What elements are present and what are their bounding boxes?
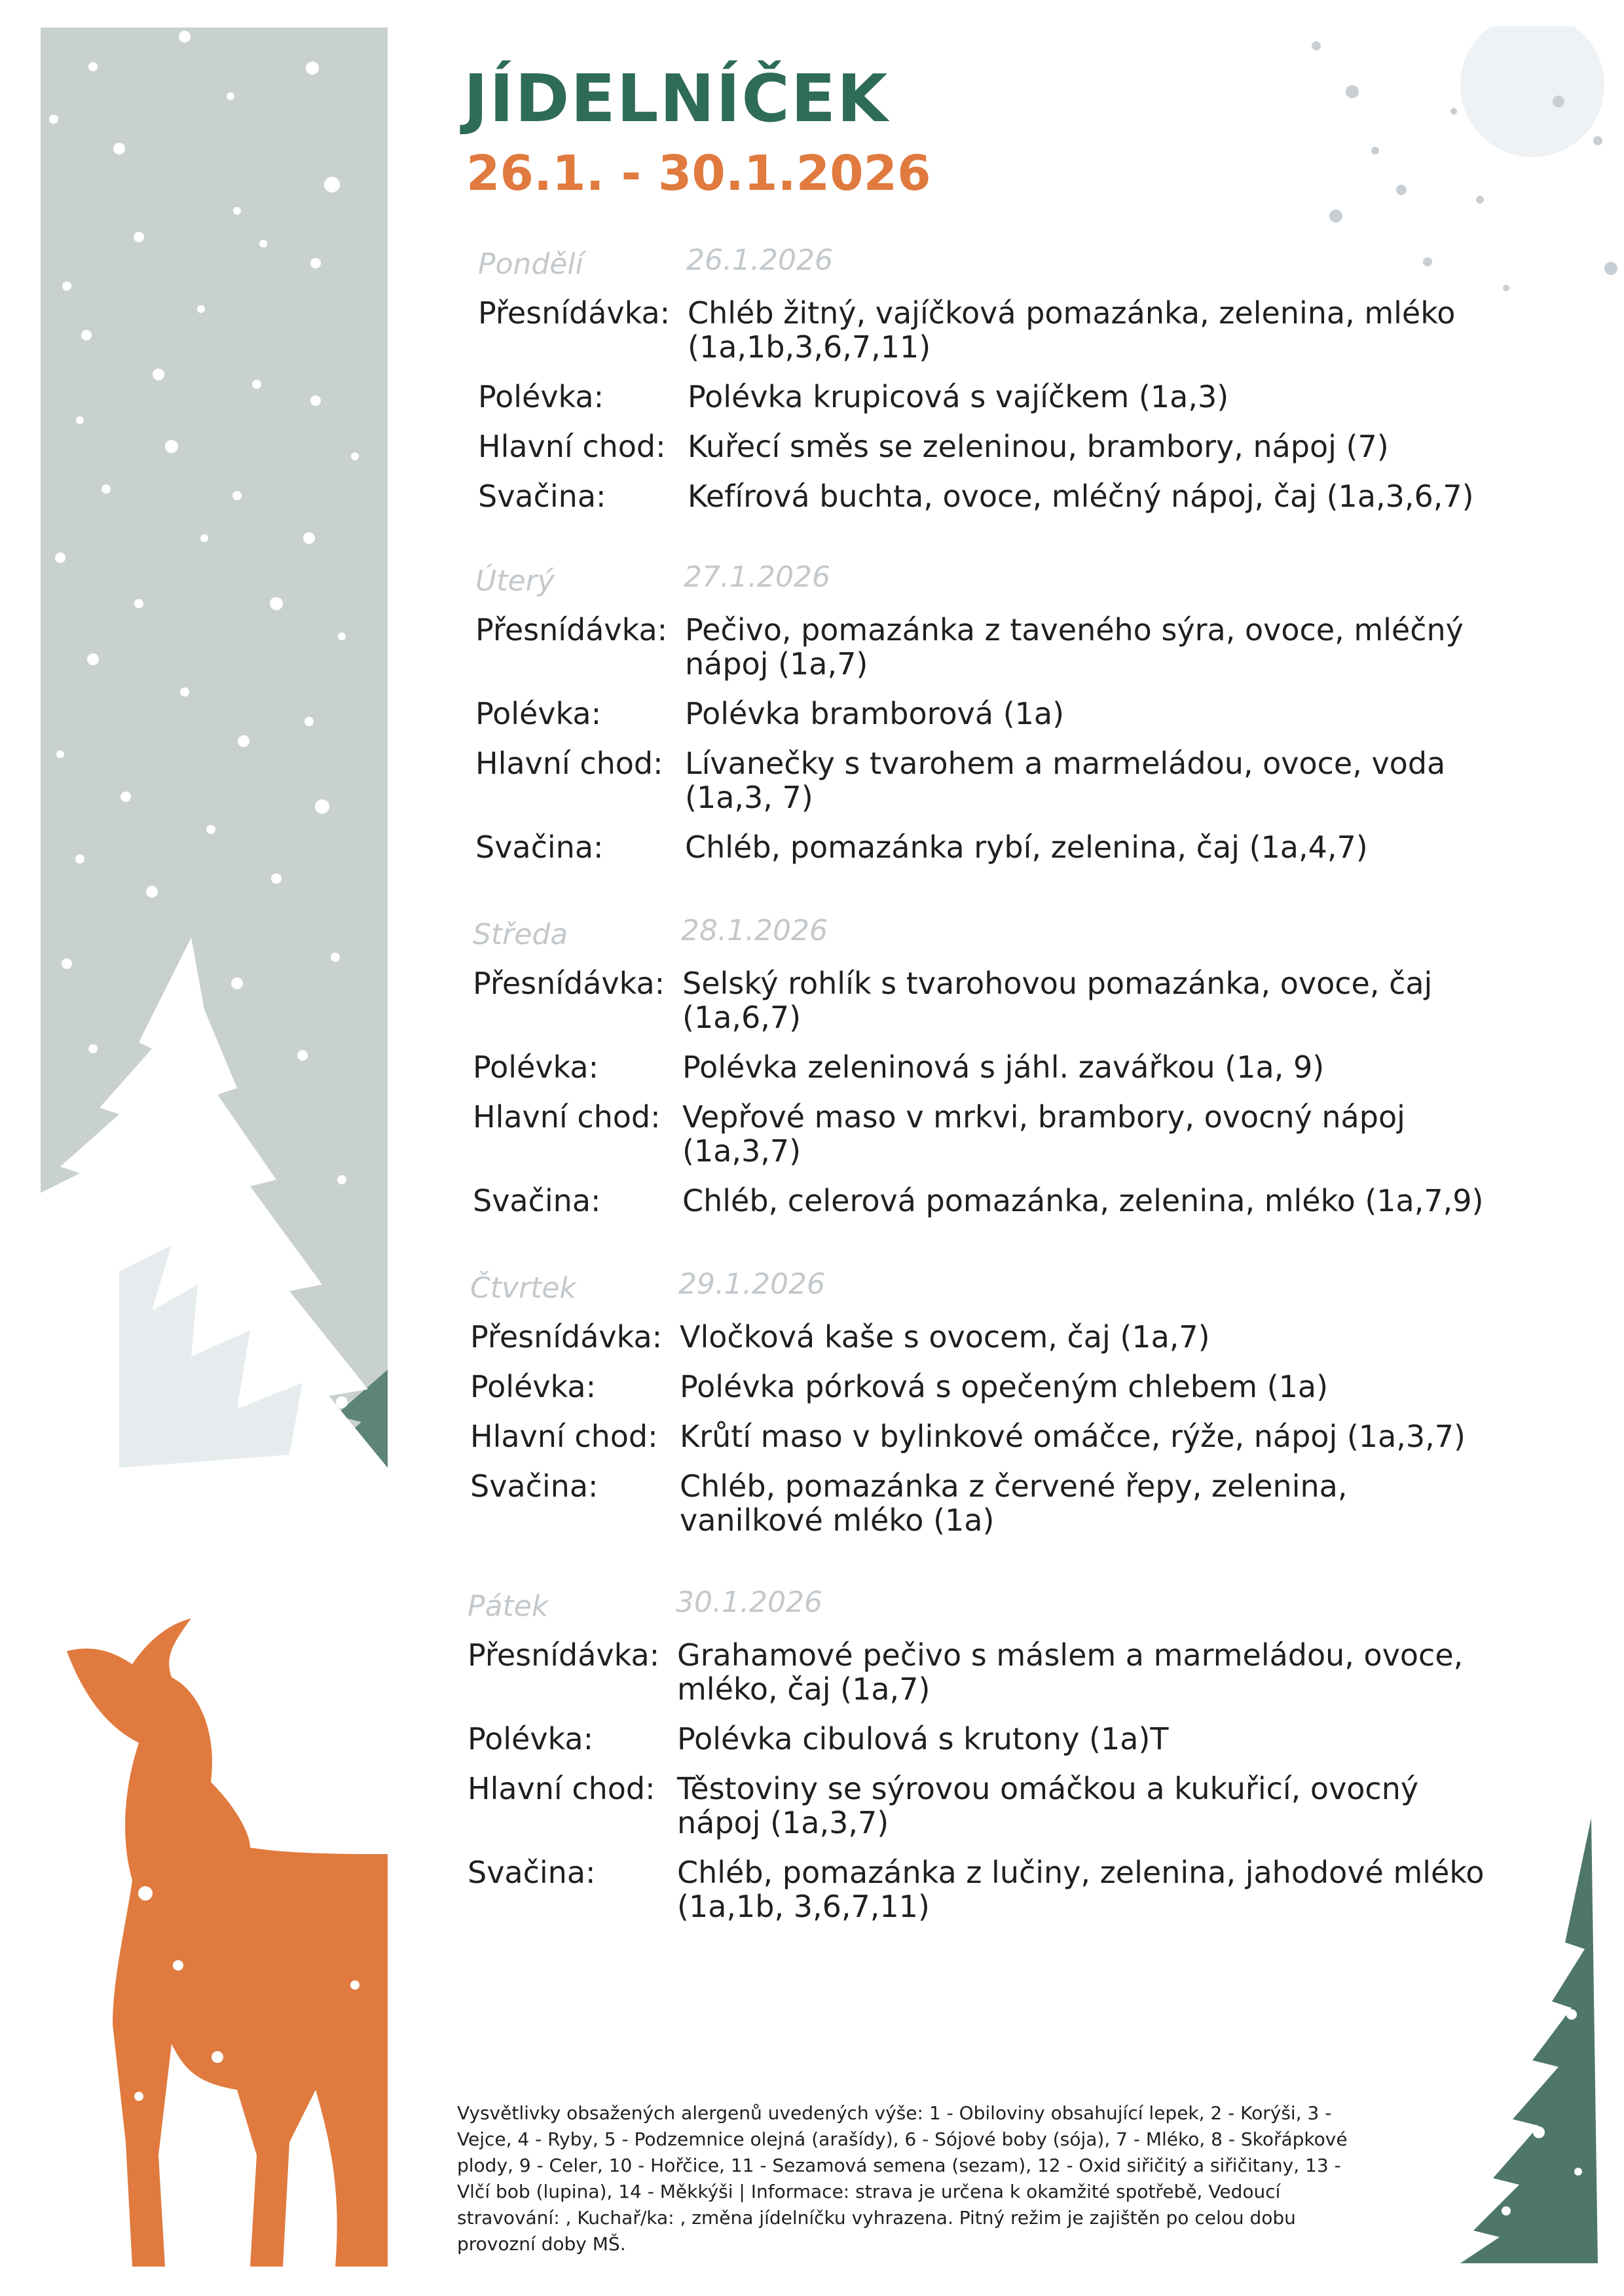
meal-row-snack — [470, 1320, 1518, 1354]
day-date: 28.1.2026 — [681, 914, 828, 947]
meal-label: Svačina: — [478, 479, 606, 514]
meal-label: Přesnídávka: — [475, 612, 668, 647]
meal-row-afternoon-snack — [470, 1469, 1518, 1537]
meal-row-snack — [478, 296, 1526, 364]
day-heading — [475, 560, 1523, 604]
day-friday — [468, 1586, 1515, 1924]
day-monday — [478, 244, 1526, 514]
day-heading — [478, 244, 1526, 287]
meal-label: Hlavní chod: — [478, 429, 666, 464]
meal-text: Polévka zeleninová s jáhl. zavářkou (1a, 9) — [682, 1049, 1325, 1085]
meal-label: Přesnídávka: — [470, 1319, 663, 1355]
meal-text: Vločková kaše s ovocem, čaj (1a,7) — [680, 1319, 1210, 1355]
meal-row-soup — [478, 380, 1526, 414]
meal-row-snack — [475, 613, 1523, 681]
meal-label: Svačina: — [473, 1183, 601, 1218]
meal-text: Chléb, pomazánka z červené řepy, zelenina, vanilkové mléko (1a) — [680, 1468, 1348, 1538]
meal-label: Svačina: — [468, 1855, 596, 1890]
day-date: 29.1.2026 — [678, 1267, 825, 1301]
meal-label: Polévka: — [470, 1369, 597, 1404]
meal-text: Grahamové pečivo s máslem a marmeládou, ovoce, mléko, čaj (1a,7) — [677, 1637, 1464, 1707]
meal-text: Kuřecí směs se zeleninou, brambory, nápoj (7) — [688, 429, 1389, 464]
day-heading — [473, 914, 1521, 957]
meal-row-main — [470, 1419, 1518, 1453]
meal-text: Těstoviny se sýrovou omáčkou a kukuřicí, ovocný nápoj (1a,3,7) — [677, 1771, 1419, 1840]
meal-label: Polévka: — [475, 696, 602, 731]
meal-label: Svačina: — [470, 1468, 599, 1504]
meal-row-main — [468, 1772, 1515, 1840]
day-name: Úterý — [475, 564, 555, 598]
meal-row-afternoon-snack — [473, 1184, 1521, 1218]
day-date: 26.1.2026 — [686, 244, 833, 277]
meal-row-main — [478, 429, 1526, 464]
meal-text: Polévka pórková s opečeným chlebem (1a) — [680, 1369, 1329, 1404]
meal-text: Polévka krupicová s vajíčkem (1a,3) — [688, 379, 1229, 414]
meal-label: Přesnídávka: — [473, 966, 665, 1001]
page-title: JÍDELNÍČEK — [464, 60, 889, 137]
day-wednesday — [473, 914, 1521, 1218]
meal-label: Hlavní chod: — [475, 746, 663, 781]
meal-text: Chléb, pomazánka rybí, zelenina, čaj (1a,4,7) — [685, 829, 1368, 865]
day-name: Pondělí — [478, 247, 583, 281]
winter-forest-illustration — [41, 27, 388, 2267]
day-date: 27.1.2026 — [684, 560, 830, 594]
day-name: Čtvrtek — [470, 1271, 576, 1305]
day-heading — [470, 1267, 1518, 1311]
meal-label: Hlavní chod: — [468, 1771, 655, 1806]
day-heading — [468, 1586, 1515, 1629]
meal-text: Krůtí maso v bylinkové omáčce, rýže, nápoj (1a,3,7) — [680, 1419, 1466, 1454]
meal-row-snack — [473, 966, 1521, 1034]
meal-row-soup — [470, 1370, 1518, 1404]
meal-row-soup — [475, 697, 1523, 731]
meal-label: Polévka: — [468, 1721, 594, 1757]
meal-text: Pečivo, pomazánka z taveného sýra, ovoce, mléčný nápoj (1a,7) — [685, 612, 1464, 682]
moon-icon — [1460, 26, 1604, 157]
meal-label: Hlavní chod: — [470, 1419, 658, 1454]
meal-label: Přesnídávka: — [478, 295, 671, 331]
meal-text: Lívanečky s tvarohem a marmeládou, ovoce, voda (1a,3, 7) — [685, 746, 1446, 815]
meal-row-soup — [473, 1050, 1521, 1084]
day-date: 30.1.2026 — [676, 1586, 822, 1619]
day-tuesday — [475, 560, 1523, 865]
meal-text: Polévka cibulová s krutony (1a)T — [677, 1721, 1169, 1757]
allergen-legend: Vysvětlivky obsažených alergenů uvedených výše: 1 - Obiloviny obsahující lepek, 2 - Korýši, 3 - Vejce, 4 - Ryby, 5 - Podzemnice olejná (arašídy), 6 - Sójové boby (sója), 7 - Mléko, 8 - Skořápkové plody, 9 - Celer, 10 - Hořčice, 11 - Sezamová semena (sezam), 12 - Oxid siřičitý a siřičitany, 13 - Vlčí bob (lupina), 14 - Měkkýši | Informace: strava je určena k okamžité spotřebě, Vedoucí stravování: , Kuchař/ka: , změna jídelníčku vyhrazena. Pitný režim je zajištěn po celou dobu provozní doby MŠ. — [457, 2102, 1348, 2255]
meal-label: Svačina: — [475, 829, 604, 865]
day-name: Pátek — [468, 1590, 549, 1623]
meal-text: Chléb, celerová pomazánka, zelenina, mléko (1a,7,9) — [682, 1183, 1484, 1218]
meal-row-snack — [468, 1638, 1515, 1706]
meal-row-main — [475, 746, 1523, 814]
meal-row-afternoon-snack — [468, 1855, 1515, 1923]
meal-label: Přesnídávka: — [468, 1637, 660, 1673]
meal-row-main — [473, 1100, 1521, 1168]
meal-row-soup — [468, 1722, 1515, 1756]
meal-label: Polévka: — [473, 1049, 599, 1085]
day-thursday — [470, 1267, 1518, 1538]
date-range: 26.1. - 30.1.2026 — [466, 145, 931, 202]
meal-text: Kefírová buchta, ovoce, mléčný nápoj, čaj (1a,3,6,7) — [688, 479, 1474, 514]
meal-text: Selský rohlík s tvarohovou pomazánka, ovoce, čaj (1a,6,7) — [682, 966, 1433, 1035]
meal-label: Polévka: — [478, 379, 604, 414]
day-name: Středa — [473, 918, 568, 951]
meal-text: Chléb žitný, vajíčková pomazánka, zelenina, mléko (1a,1b,3,6,7,11) — [688, 295, 1456, 365]
meal-label: Hlavní chod: — [473, 1099, 661, 1135]
meal-text: Chléb, pomazánka z lučiny, zelenina, jahodové mléko (1a,1b, 3,6,7,11) — [677, 1855, 1485, 1924]
meal-row-afternoon-snack — [475, 830, 1523, 864]
meal-row-afternoon-snack — [478, 479, 1526, 513]
meal-text: Vepřové maso v mrkvi, brambory, ovocný nápoj (1a,3,7) — [682, 1099, 1405, 1169]
meal-text: Polévka bramborová (1a) — [685, 696, 1065, 731]
